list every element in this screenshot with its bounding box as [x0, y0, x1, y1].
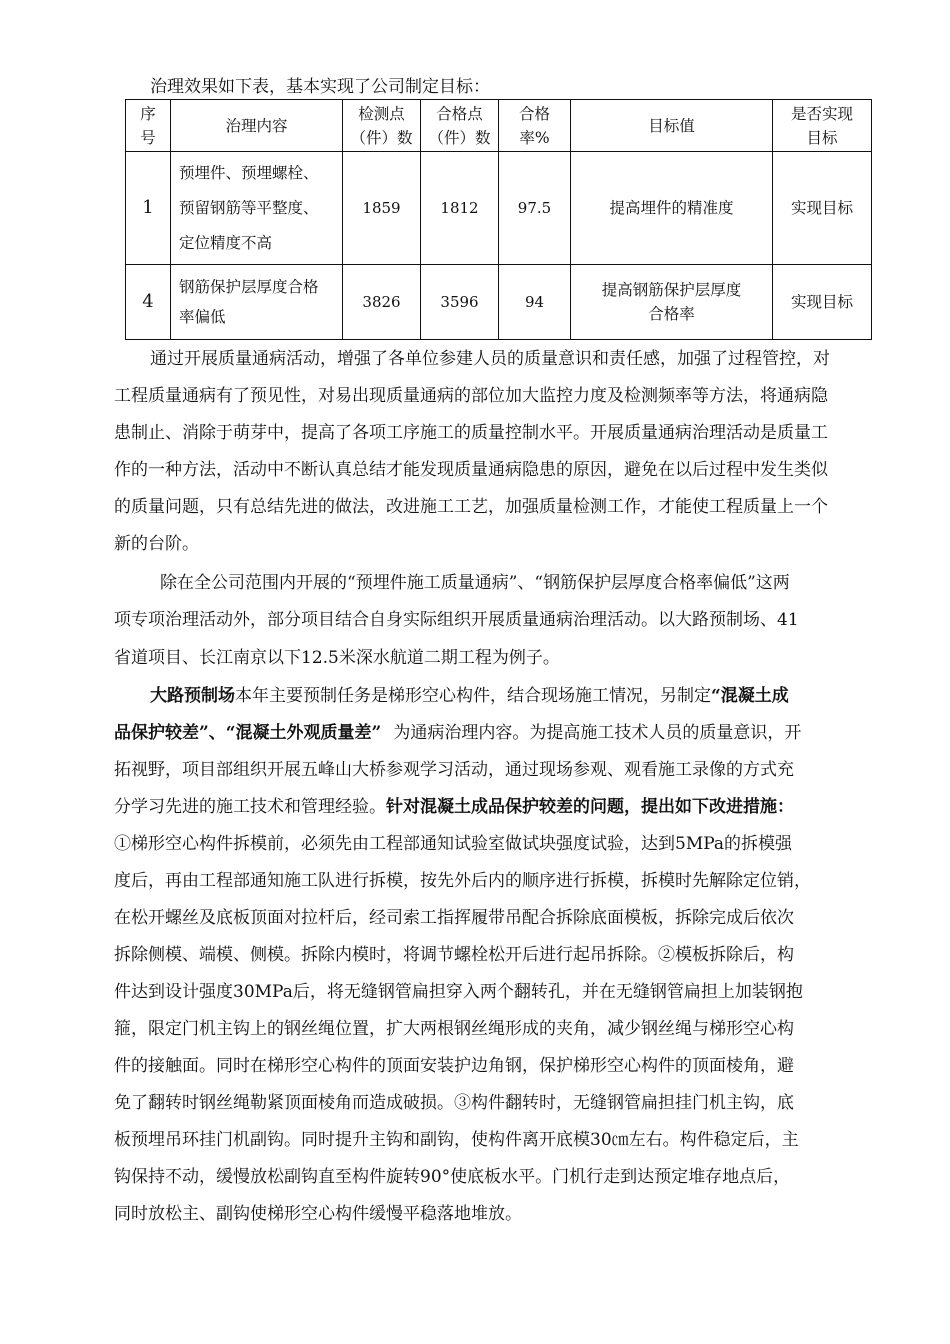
paragraph-line: 项专项治理活动外，部分项目结合自身实际组织开展质量通病治理活动。以大路预制场、41	[114, 610, 799, 630]
paragraph-line: 在松开螺丝及底板顶面对拉杆后，经司索工指挥履带吊配合拆除底面模板，拆除完成后依次	[114, 908, 794, 928]
paragraph-line: 分学习先进的施工技术和管理经验。针对混凝土成品保护较差的问题，提出如下改进措施：	[114, 797, 794, 817]
paragraph-line: ①梯形空心构件拆模前，必须先由工程部通知试验室做试块强度试验，达到5MPa的拆模强	[114, 834, 793, 854]
row-checked: 1859	[343, 152, 421, 265]
row-achieved: 实现目标	[773, 265, 872, 340]
paragraph-line: 新的台阶。	[114, 534, 199, 554]
row-checked: 3826	[343, 265, 421, 340]
header-content: 治理内容	[171, 100, 343, 152]
row-achieved: 实现目标	[773, 152, 872, 265]
row-content: 钢筋保护层厚度合格 率偏低	[171, 265, 343, 340]
intro-text: 治理效果如下表，基本实现了公司制定目标：	[150, 77, 490, 97]
row-content: 预埋件、预埋螺栓、 预留钢筋等平整度、 定位精度不高	[171, 152, 343, 265]
paragraph-line: 大路预制场本年主要预制任务是梯形空心构件，结合现场施工情况，另制定“混凝土成	[150, 686, 789, 706]
paragraph-line: 品保护较差”、“混凝土外观质量差” 为通病治理内容。为提高施工技术人员的质量意识，开	[114, 723, 802, 743]
paragraph-line: 同时放松主、副钩使梯形空心构件缓慢平稳落地堆放。	[114, 1204, 522, 1224]
row-rate: 94	[499, 265, 571, 340]
highlight-text: “混凝土成	[711, 686, 789, 706]
table-row	[126, 152, 872, 265]
paragraph-line: 件达到设计强度30MPa后，将无缝钢管扁担穿入两个翻转孔，并在无缝钢管扁担上加装钢抱	[114, 982, 803, 1002]
header-achieved: 是否实现 目标	[773, 100, 872, 152]
table-row	[126, 265, 872, 340]
paragraph-line: 工程质量通病有了预见性，对易出现质量通病的部位加大监控力度及检测频率等方法，将通病隐	[114, 386, 828, 406]
paragraph-line: 的质量问题，只有总结先进的做法，改进施工工艺，加强质量检测工作，才能使工程质量上一个	[114, 497, 828, 517]
paragraph-line: 除在全公司范围内开展的“预埋件施工质量通病”、“钢筋保护层厚度合格率偏低”这两	[160, 573, 790, 593]
row-target: 提高埋件的精准度	[571, 152, 773, 265]
row-target: 提高钢筋保护层厚度 合格率	[571, 265, 773, 340]
header-qualified: 合格点 （件）数	[421, 100, 499, 152]
paragraph-line: 作的一种方法，活动中不断认真总结才能发现质量通病隐患的原因，避免在以后过程中发生类似	[114, 460, 828, 480]
row-no: 4	[126, 265, 171, 340]
paragraph-line: 拆除侧模、端模、侧模。拆除内模时，将调节螺栓松开后进行起吊拆除。②模板拆除后，构	[114, 945, 794, 965]
paragraph-line: 通过开展质量通病活动，增强了各单位参建人员的质量意识和责任感，加强了过程管控，对	[150, 349, 830, 369]
paragraph-line: 件的接触面。同时在梯形空心构件的顶面安装护边角钢，保护梯形空心构件的顶面棱角，避	[114, 1056, 794, 1076]
header-rate: 合格 率%	[499, 100, 571, 152]
paragraph-line: 免了翻转时钢丝绳勒紧顶面棱角而造成破损。③构件翻转时，无缝钢管扁担挂门机主钩，底	[114, 1093, 794, 1113]
governance-results-table	[125, 99, 872, 340]
row-qualified: 1812	[421, 152, 499, 265]
row-qualified: 3596	[421, 265, 499, 340]
paragraph-line: 箍，限定门机主钩上的钢丝绳位置，扩大两根钢丝绳形成的夹角，减少钢丝绳与梯形空心构	[114, 1019, 794, 1039]
paragraph-line: 钩保持不动，缓慢放松副钩直至构件旋转90°使底板水平。门机行走到达预定堆存地点后，	[114, 1167, 791, 1187]
header-checked: 检测点 （件）数	[343, 100, 421, 152]
paragraph-line: 板预埋吊环挂门机副钩。同时提升主钩和副钩，使构件离开底模30㎝左右。构件稳定后，主	[114, 1130, 799, 1150]
paragraph-line: 省道项目、长江南京以下12.5米深水航道二期工程为例子。	[114, 648, 560, 668]
table-header-row	[126, 100, 872, 152]
highlight-text: 针对混凝土成品保护较差的问题，提出如下改进措施：	[386, 797, 794, 817]
paragraph-line: 拓视野，项目部组织开展五峰山大桥参观学习活动，通过现场参观、观看施工录像的方式充	[114, 760, 794, 780]
highlight-text: 品保护较差”、“混凝土外观质量差”	[114, 723, 382, 743]
paragraph-line: 度后，再由工程部通知施工队进行拆模，按先外后内的顺序进行拆模，拆模时先解除定位销，	[114, 871, 811, 891]
row-no: 1	[126, 152, 171, 265]
highlight-text: 大路预制场	[150, 686, 235, 706]
row-rate: 97.5	[499, 152, 571, 265]
header-no: 序 号	[126, 100, 171, 152]
paragraph-line: 患制止、消除于萌芽中，提高了各项工序施工的质量控制水平。开展质量通病治理活动是质量工	[114, 423, 828, 443]
header-target: 目标值	[571, 100, 773, 152]
